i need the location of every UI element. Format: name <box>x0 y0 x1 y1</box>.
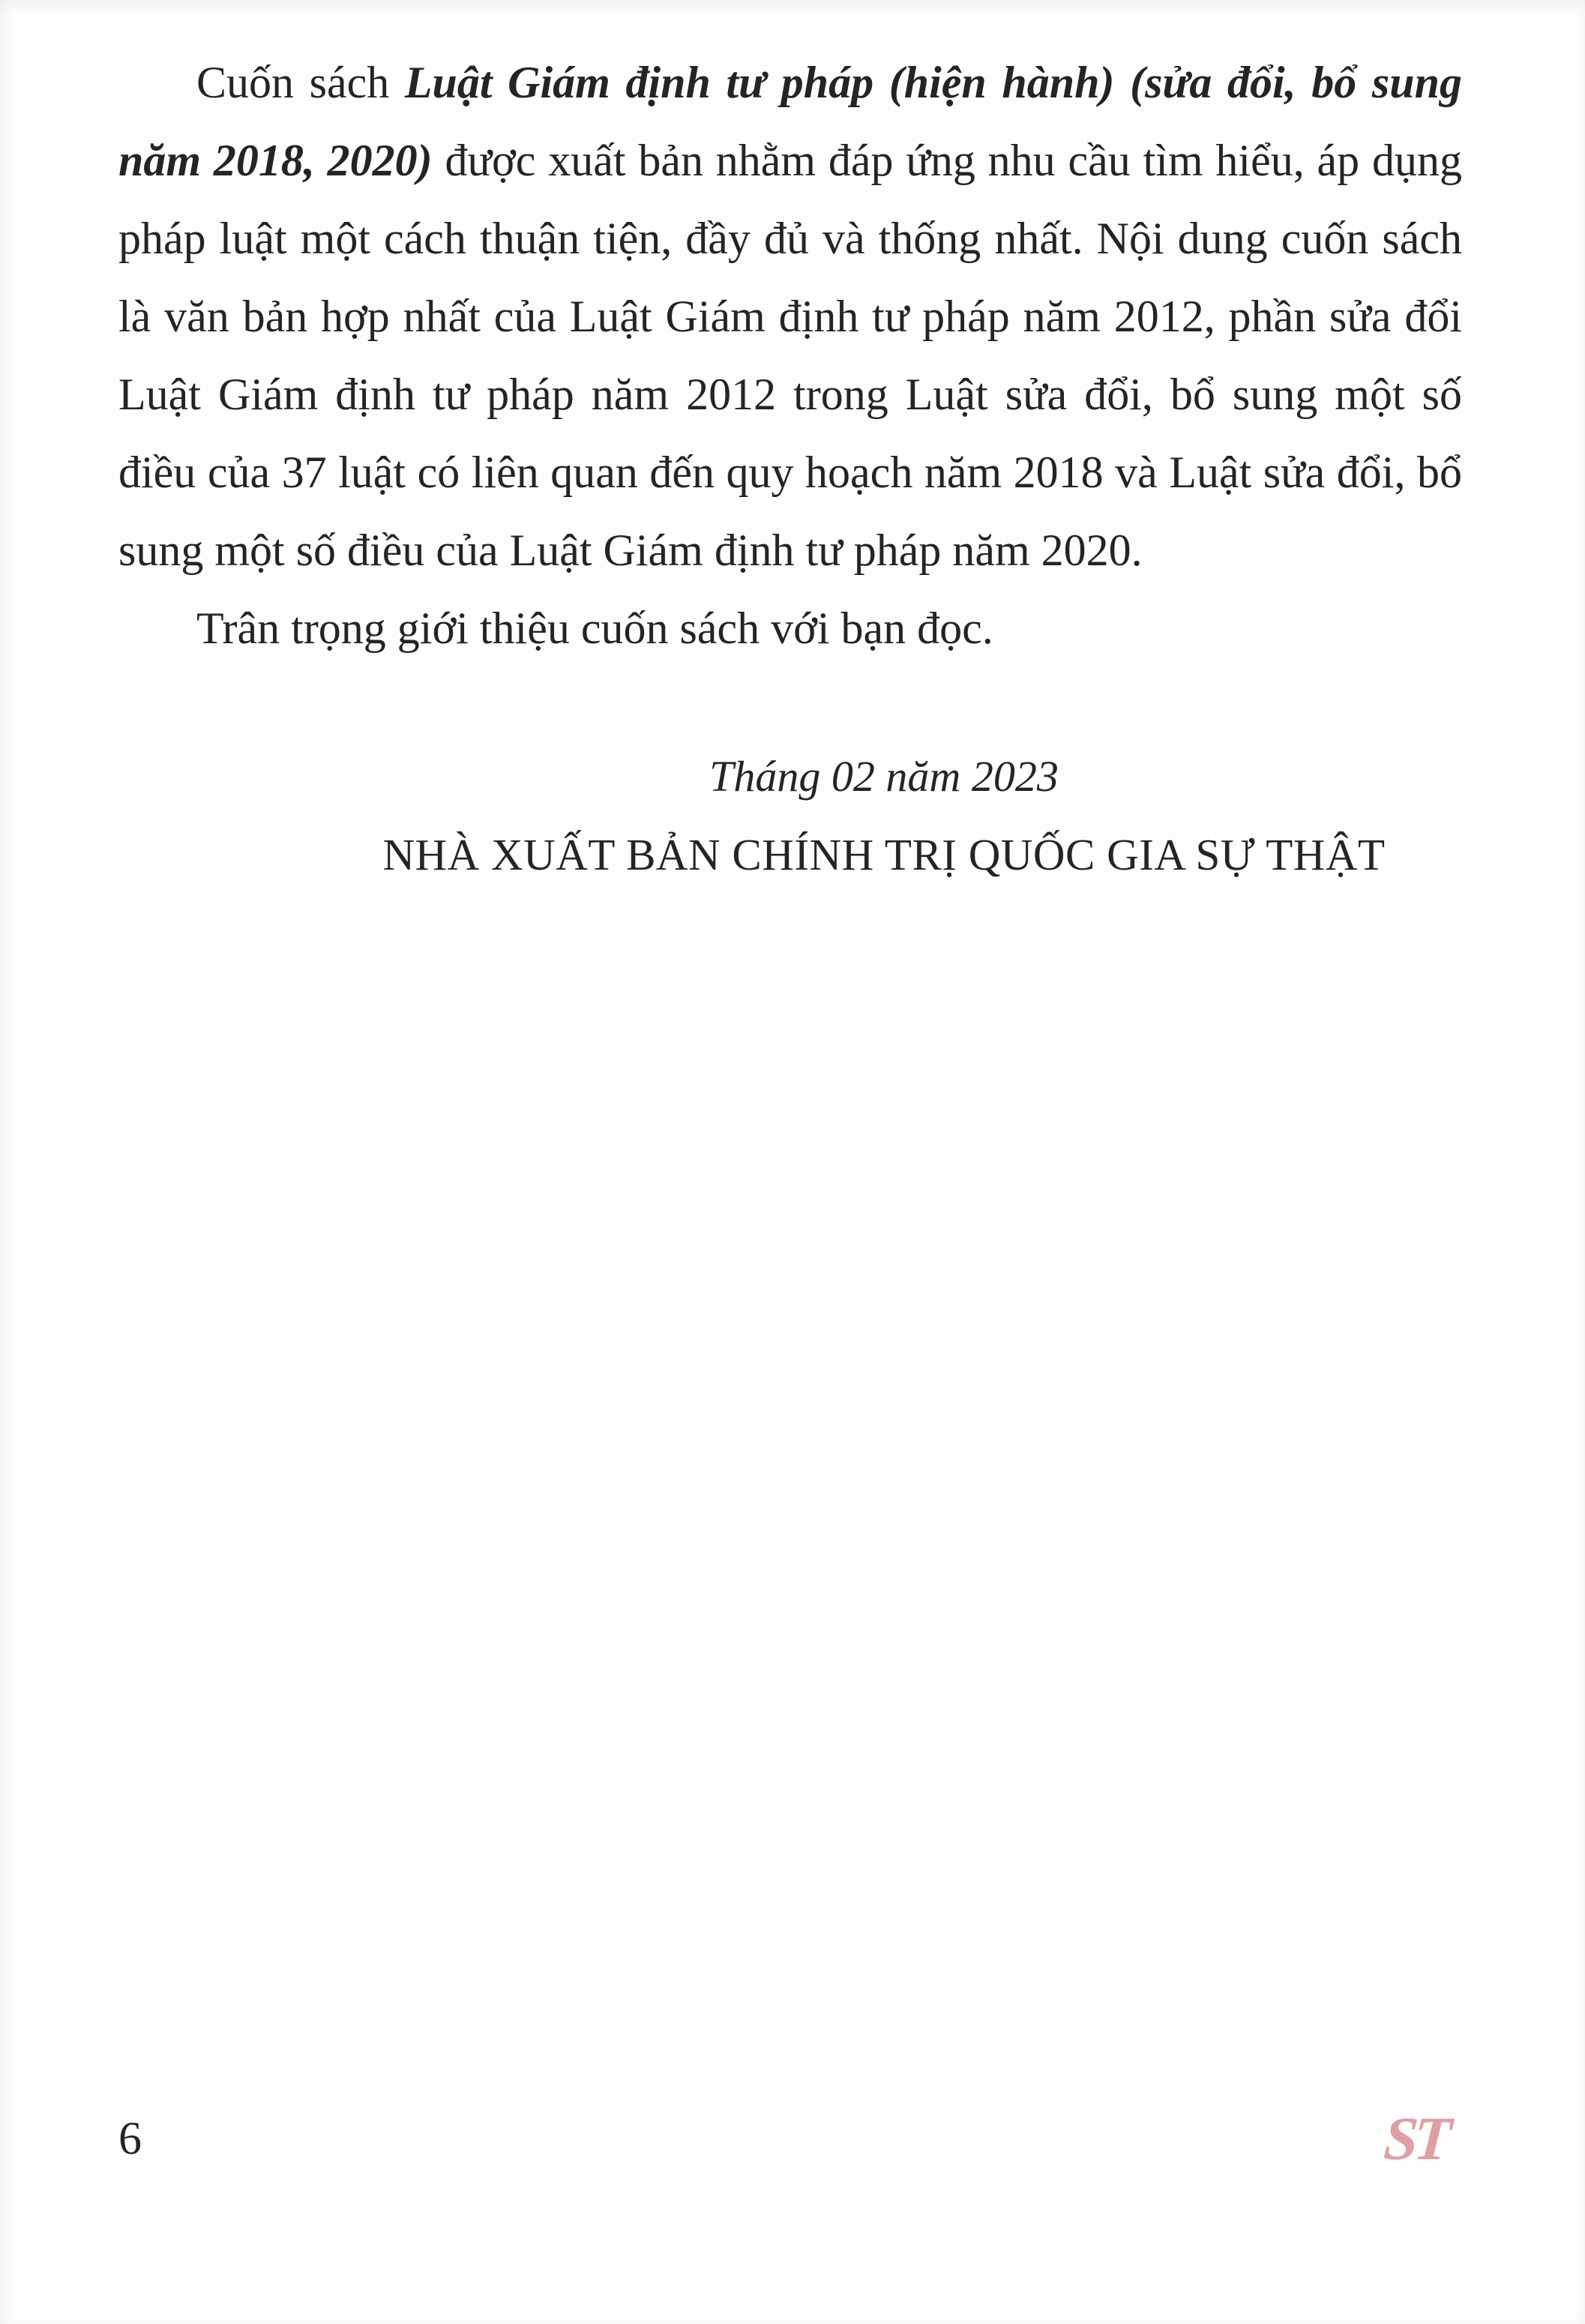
publisher-logo: ST <box>1381 2104 1449 2173</box>
date-line: Tháng 02 năm 2023 <box>709 752 1059 801</box>
page-number: 6 <box>118 2113 142 2164</box>
paragraph-intro-lead: Cuốn sách <box>196 58 405 107</box>
paragraph-intro-rest: được xuất bản nhằm đáp ứng nhu cầu tìm hiểu, áp dụng pháp luật một cách thuận tiện, đầy đủ và thống nhất. Nội dung cuốn sách là văn bản hợp nhất của Luật Giám định tư pháp năm 2012, phần sửa đổi Luật Giám định tư pháp năm 2012 trong Luật sửa đổi, bổ sung một số điều của 37 luật có liên quan đến quy hoạch năm 2018 và Luật sửa đổi, bổ sung một số điều của Luật Giám định tư pháp năm 2020. <box>118 136 1462 575</box>
signature-block <box>306 738 1462 894</box>
paragraph-closing <box>118 589 1462 667</box>
paragraph-closing-text: Trân trọng giới thiệu cuốn sách với bạn đọc. <box>196 603 993 653</box>
book-title-emphasis: Luật Giám định tư pháp (hiện hành) (sửa đổi, bổ sung năm 2018, 2020) <box>118 58 1462 185</box>
body-text <box>118 43 1462 894</box>
publisher-line: NHÀ XUẤT BẢN CHÍNH TRỊ QUỐC GIA SỰ THẬT <box>382 830 1386 879</box>
paragraph-intro <box>118 43 1462 589</box>
